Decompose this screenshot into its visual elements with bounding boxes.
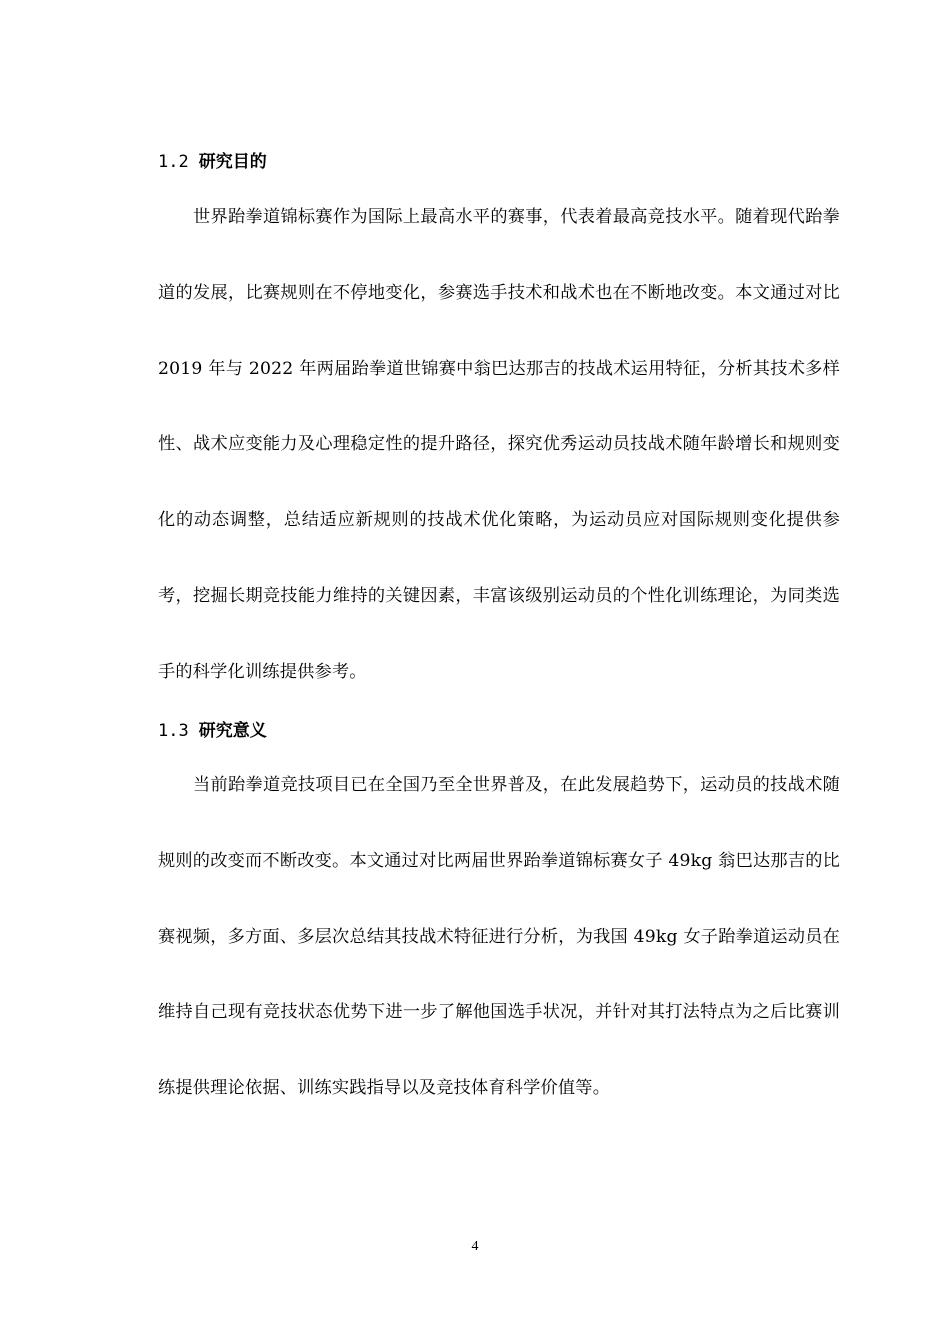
section-heading-1-3: [158, 719, 267, 743]
section-paragraph-research-purpose: 世界跆拳道锦标赛作为国际上最高水平的赛事，代表着最高竞技水平。随着现代跆拳道的发展，比赛规则在不停地变化，参赛选手技术和战术也在不断地改变。本文通过对比 2019 年与 2022 年两届跆拳道世锦赛中翁巴达那吉的技战术运用特征，分析其技术多样性、战术应变能力及心理稳定性的提升路径，探究优秀运动员技战术随年龄增长和规则变化的动态调整，总结适应新规则的技战术优化策略，为运动员应对国际规则变化提供参考，挖掘长期竞技能力维持的关键因素，丰富该级别运动员的个性化训练理论，为同类选手的科学化训练提供参考。: [158, 207, 840, 682]
section-number: 1.3: [158, 721, 189, 741]
page-number: 4: [471, 1239, 479, 1254]
section-title: 研究意义: [198, 721, 267, 741]
section-heading-1-2: [158, 150, 267, 174]
section-title: 研究目的: [198, 152, 267, 172]
section-paragraph-research-significance: 当前跆拳道竞技项目已在全国乃至全世界普及，在此发展趋势下，运动员的技战术随规则的改变而不断改变。本文通过对比两届世界跆拳道锦标赛女子 49kg 翁巴达那吉的比赛视频，多方面、多层次总结其技战术特征进行分析，为我国 49kg 女子跆拳道运动员在维持自己现有竞技状态优势下进一步了解他国选手状况，并针对其打法特点为之后比赛训练提供理论依据、训练实践指导以及竞技体育科学价值等。: [158, 775, 840, 1099]
section-number: 1.2: [158, 152, 189, 172]
